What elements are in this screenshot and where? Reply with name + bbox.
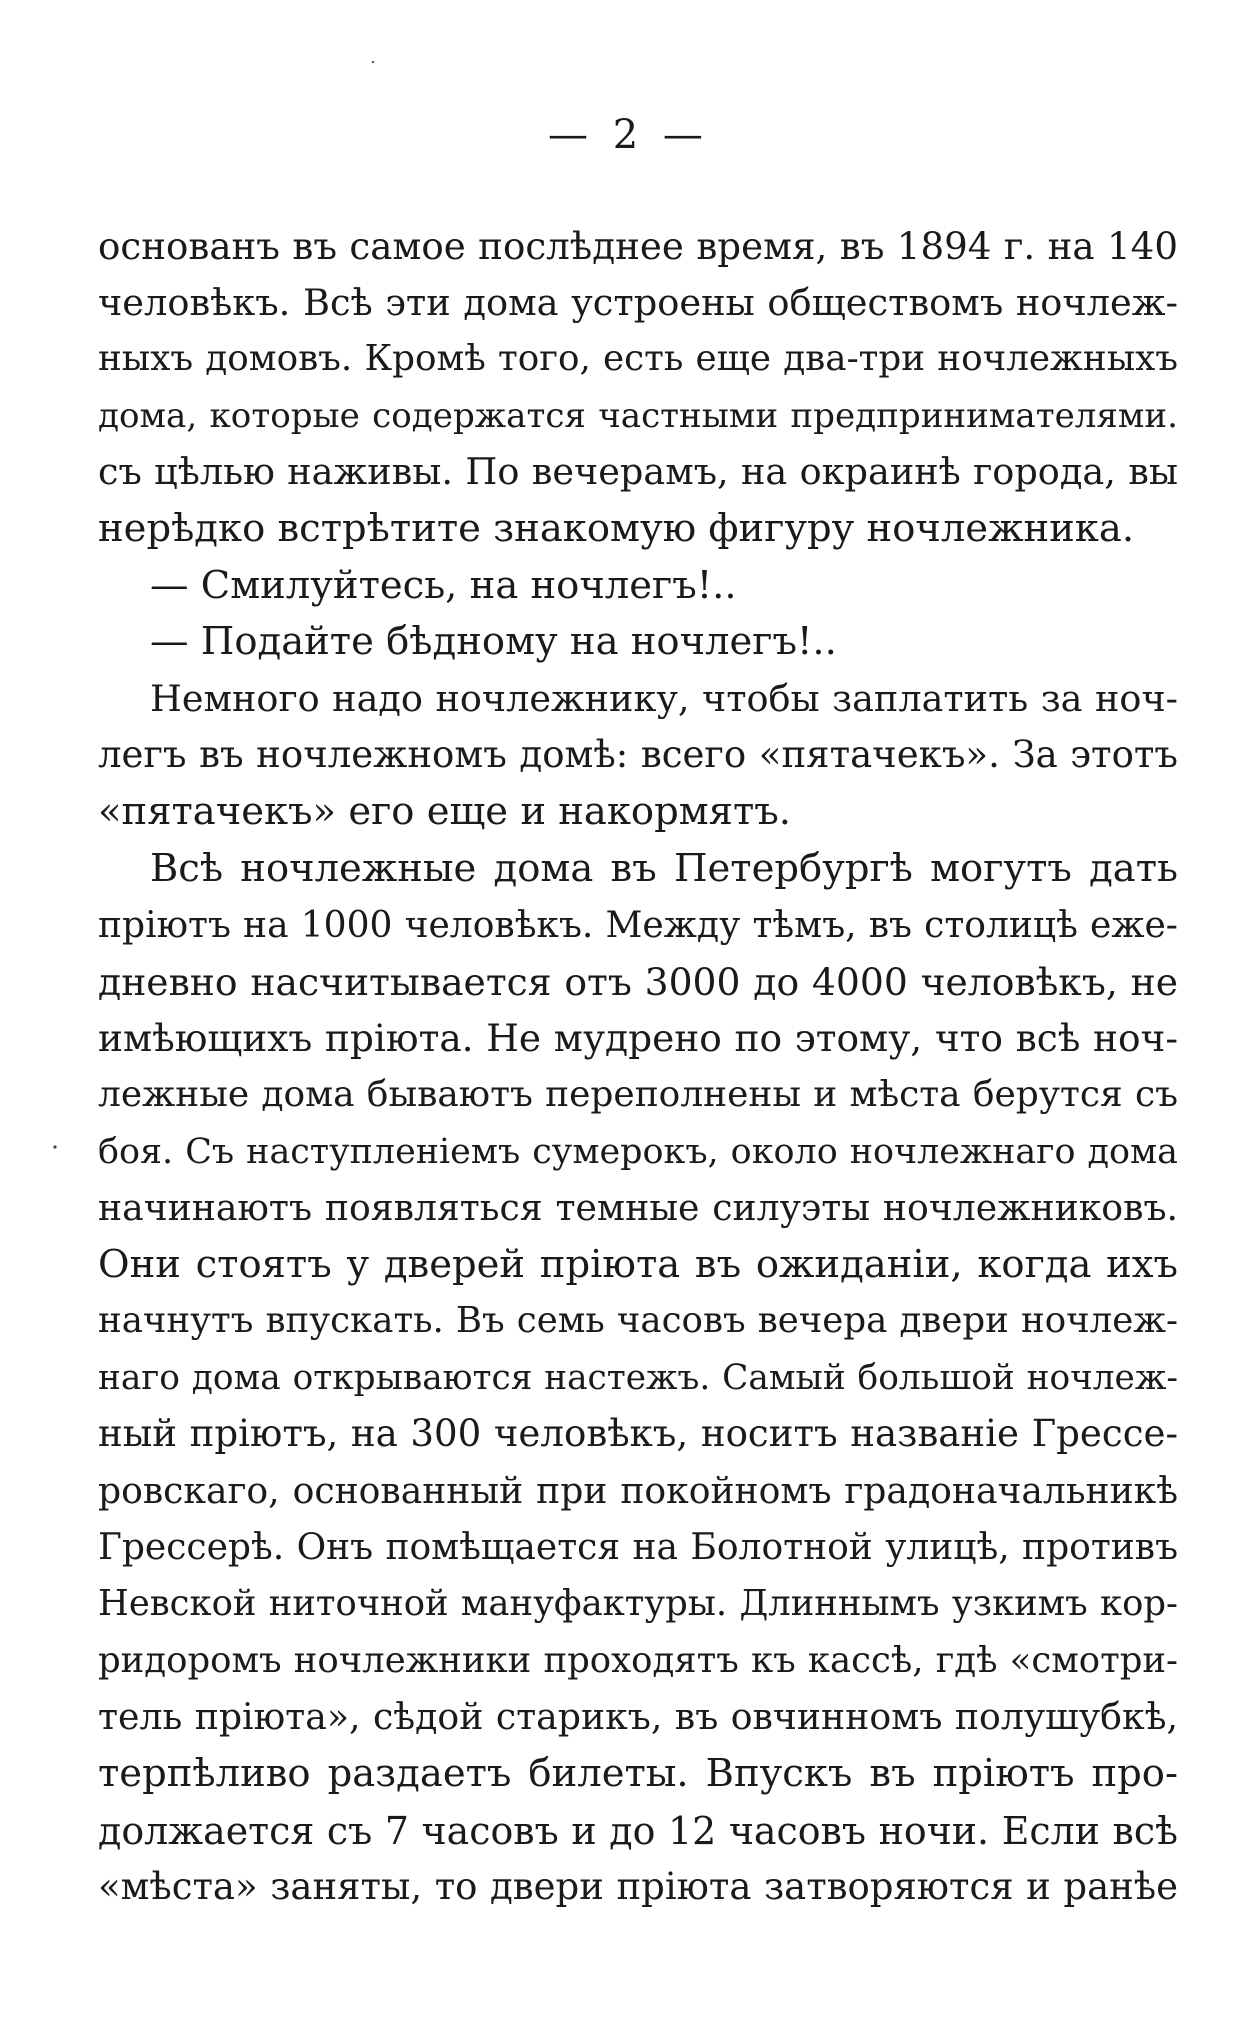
- dialogue-line: — Подайте бѣдному на ночлегъ!..: [150, 619, 837, 665]
- paragraph-first-line: Немного надо ночлежнику, чтобы заплатить за ноч-: [150, 676, 1178, 720]
- text-line: начнутъ впускать. Въ семь часовъ вечера двери ночлеж-: [98, 1300, 1178, 1342]
- text-line: дома, которые содержатся частными предпринимателями.: [98, 395, 1178, 436]
- text-line: дневно насчитывается отъ 3000 до 4000 человѣкъ, не: [98, 959, 1178, 1004]
- page-body: [98, 218, 1178, 1916]
- speck: [53, 1145, 56, 1148]
- text-line: основанъ въ самое послѣднее время, въ 1894 г. на 140: [98, 224, 1178, 268]
- dialogue-line: — Смилуйтесь, на ночлегъ!..: [150, 562, 737, 608]
- text-line: ридоромъ ночлежники проходятъ къ кассѣ, гдѣ «смотри-: [98, 1639, 1178, 1681]
- text-line: имѣющихъ пріюта. Не мудрено по этому, что всѣ ноч-: [98, 1016, 1178, 1061]
- text-line: ровскаго, основанный при покойномъ градоначальникѣ: [98, 1469, 1178, 1513]
- text-line: съ цѣлью наживы. По вечерамъ, на окраинѣ города, вы: [98, 450, 1178, 494]
- text-line: «мѣста» заняты, то двери пріюта затворяются и ранѣе: [98, 1865, 1178, 1909]
- paragraph-first-line: Всѣ ночлежные дома въ Петербургѣ могутъ дать: [150, 845, 1178, 891]
- text-line: «пятачекъ» его еще и накормятъ.: [98, 788, 791, 834]
- text-line: пріютъ на 1000 человѣкъ. Между тѣмъ, въ столицѣ еже-: [98, 904, 1178, 947]
- text-line: начинаютъ появляться темные силуэты ночлежниковъ.: [98, 1186, 1178, 1230]
- text-line: человѣкъ. Всѣ эти дома устроены обществомъ ночлеж-: [98, 280, 1178, 324]
- text-line: легъ въ ночлежномъ домѣ: всего «пятачекъ». За этотъ: [98, 733, 1178, 777]
- page-number: — 2 —: [548, 112, 709, 158]
- text-line: ный пріютъ, на 300 человѣкъ, носитъ названіе Грессе-: [98, 1412, 1178, 1456]
- text-line: боя. Съ наступленіемъ сумерокъ, около ночлежнаго дома: [98, 1131, 1178, 1172]
- speck: [372, 61, 374, 63]
- text-line: должается съ 7 часовъ и до 12 часовъ ночи. Если всѣ: [98, 1808, 1178, 1853]
- text-line: терпѣливо раздаетъ билеты. Впускъ въ пріютъ про-: [98, 1751, 1178, 1797]
- text-line: лежные дома бываютъ переполнены и мѣста берутся съ: [98, 1073, 1178, 1115]
- text-line: Грессерѣ. Онъ помѣщается на Болотной улицѣ, противъ: [98, 1526, 1178, 1568]
- text-line: нерѣдко встрѣтите знакомую фигуру ночлежника.: [98, 505, 1135, 551]
- text-line: Невской ниточной мануфактуры. Длиннымъ узкимъ кор-: [98, 1583, 1178, 1625]
- text-line: ныхъ домовъ. Кромѣ того, есть еще два-три ночлежныхъ: [98, 338, 1178, 380]
- text-line: Они стоятъ у дверей пріюта въ ожиданіи, когда ихъ: [98, 1241, 1178, 1287]
- text-line: наго дома открываются настежъ. Самый большой ночлеж-: [98, 1357, 1178, 1398]
- text-line: тель пріюта», сѣдой старикъ, въ овчинномъ полушубкѣ,: [98, 1695, 1178, 1739]
